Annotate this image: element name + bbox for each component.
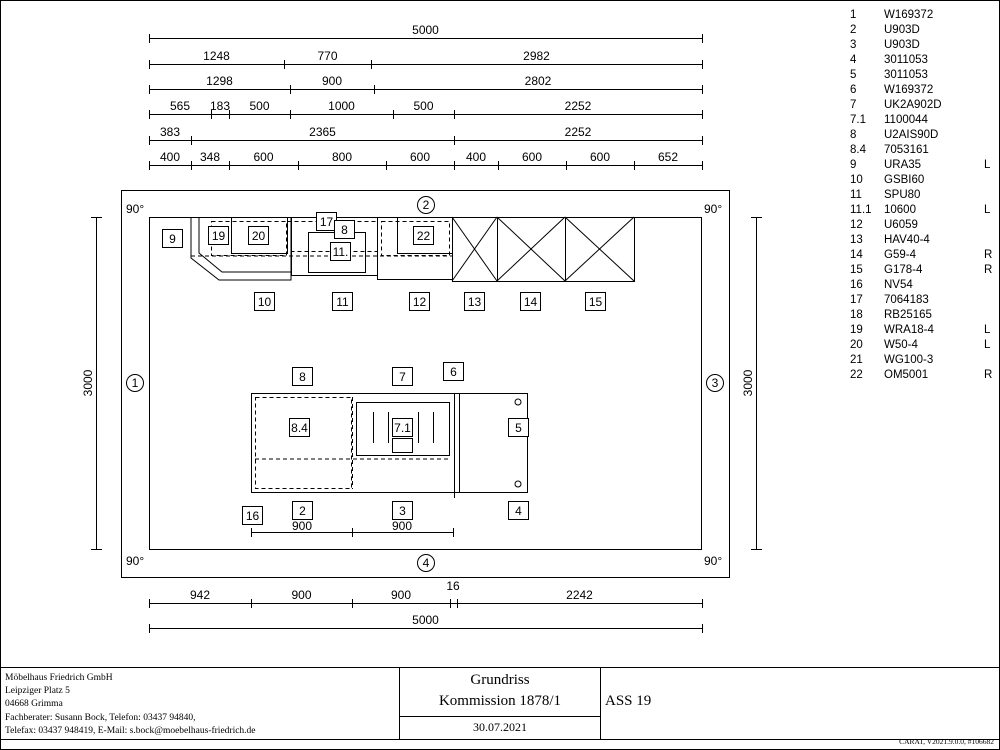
commission-number: Kommission 1878/1 — [438, 693, 562, 709]
dimension-value: 652 — [657, 150, 679, 164]
dimension-value: 770 — [317, 49, 338, 63]
item-tag-18 — [335, 221, 355, 239]
parts-code: WG100-3 — [884, 354, 934, 366]
parts-code: 3011053 — [884, 69, 928, 81]
parts-list-row — [848, 113, 998, 128]
item-tag-number: 11. — [332, 245, 349, 259]
parts-num: 7.1 — [850, 114, 866, 126]
drawing-title: Grundriss — [470, 672, 530, 688]
item-tag-19 — [209, 227, 229, 245]
dimension-labels — [160, 23, 678, 627]
parts-code: 1100044 — [884, 114, 928, 126]
parts-list-row — [848, 203, 998, 218]
dimension-value: 600 — [409, 150, 431, 164]
parts-num: 20 — [850, 339, 863, 351]
item-tag-13 — [465, 293, 485, 311]
item-tag-number: 3 — [399, 504, 406, 518]
parts-num: 6 — [850, 84, 857, 96]
parts-code: NV54 — [884, 279, 913, 291]
parts-list-row — [848, 143, 998, 158]
item-tags — [163, 213, 606, 525]
parts-list-row — [848, 278, 998, 293]
wall-label-top: 2 — [422, 198, 430, 212]
parts-num: 17 — [850, 294, 863, 306]
parts-list-row — [848, 128, 998, 143]
parts-code: WRA18-4 — [884, 324, 934, 336]
contact-line: Telefax: 03437 948419, E-Mail: s.bock@moebelhaus-friedrich.de — [5, 725, 256, 736]
item-tag-number: 15 — [588, 295, 603, 309]
island-dim-2: 900 — [391, 519, 413, 533]
dimension-value: 900 — [390, 588, 412, 602]
parts-list-row — [848, 248, 998, 263]
parts-list-row — [848, 323, 998, 338]
parts-code: UK2A902D — [884, 99, 942, 111]
room-outer-frame — [122, 191, 730, 578]
dimension-value: 1248 — [203, 49, 230, 63]
parts-code: GSBI60 — [884, 174, 925, 186]
parts-code: W169372 — [884, 84, 934, 96]
parts-code: SPU80 — [884, 189, 921, 201]
parts-code: G59-4 — [884, 249, 916, 261]
item-tag-6 — [444, 363, 464, 381]
dimension-value: 900 — [291, 588, 312, 602]
item-tag-number: 20 — [251, 229, 266, 243]
parts-num: 3 — [850, 39, 857, 51]
corner-angle-top-right: 90° — [704, 202, 723, 216]
parts-num: 9 — [850, 159, 857, 171]
corner-angle-bottom-left: 90° — [126, 554, 145, 568]
parts-code: RB25165 — [884, 309, 932, 321]
item-tag-number: 6 — [450, 365, 457, 379]
item-tag-number: 8.4 — [291, 421, 308, 435]
item-tag-16 — [243, 507, 263, 525]
parts-code: 3011053 — [884, 54, 928, 66]
parts-code: U903D — [884, 24, 920, 36]
item-tag-22 — [414, 227, 434, 245]
parts-list-row — [848, 173, 998, 188]
parts-code: U6059 — [884, 219, 918, 231]
parts-num: 2 — [850, 24, 857, 36]
parts-list-row — [848, 293, 998, 308]
parts-num: 12 — [850, 219, 863, 231]
parts-code: W169372 — [884, 9, 934, 21]
island-outline — [252, 394, 528, 493]
dimension-value: 183 — [209, 99, 231, 113]
island — [252, 393, 528, 498]
item-tag-number: 12 — [412, 295, 427, 309]
corner-cabinet-outline — [191, 217, 291, 280]
item-tag-number: 4 — [515, 504, 522, 518]
parts-list-row — [848, 308, 998, 323]
drawing-date: 30.07.2021 — [473, 720, 527, 734]
software-version: CARAT, V2021.9.0.0, #106682 — [899, 737, 994, 746]
dimension-value: 500 — [249, 99, 270, 113]
parts-code: 7053161 — [884, 144, 929, 156]
parts-num: 5 — [850, 69, 857, 81]
dimension-value: 1298 — [206, 74, 233, 88]
item-tag-number: 2 — [299, 504, 306, 518]
item-tag-8-4 — [290, 419, 310, 437]
item-tag-20 — [249, 227, 269, 245]
parts-num: 7 — [850, 99, 857, 111]
item-tag-number: 8 — [341, 223, 348, 237]
dimension-value: 16 — [446, 579, 460, 593]
dimension-value: 600 — [589, 150, 611, 164]
parts-code: U903D — [884, 39, 920, 51]
island-drawers-dashed — [256, 398, 352, 489]
corner-angle-top-left: 90° — [126, 202, 145, 216]
parts-list-row — [848, 38, 998, 53]
dealer-address-block — [5, 672, 256, 738]
parts-list-row — [848, 368, 998, 383]
plan-name: ASS 19 — [605, 693, 652, 709]
item-tag-7 — [393, 368, 413, 386]
parts-list-row — [848, 353, 998, 368]
parts-list-row — [848, 83, 998, 98]
parts-code: W50-4 — [884, 339, 918, 351]
hob-controls — [393, 439, 413, 453]
dimension-value: 1000 — [328, 99, 355, 113]
parts-list-row — [848, 158, 998, 173]
dimension-value: 2242 — [566, 588, 593, 602]
item-tag-number: 11 — [336, 295, 349, 309]
parts-side: R — [984, 369, 993, 381]
parts-side: L — [984, 339, 991, 351]
parts-list-row — [848, 68, 998, 83]
parts-num: 13 — [850, 234, 863, 246]
parts-num: 4 — [850, 54, 857, 66]
dimension-value: 2802 — [524, 74, 552, 88]
dimension-value: 2982 — [523, 49, 550, 63]
parts-list-row — [848, 8, 998, 23]
parts-code: 10600 — [884, 204, 916, 216]
item-tag-number: 22 — [416, 229, 431, 243]
item-tag-7-1 — [393, 419, 413, 437]
item-tag-11-1 — [331, 243, 351, 261]
item-tag-17 — [317, 213, 337, 231]
item-tag-3 — [393, 502, 413, 520]
item-tag-number: 13 — [467, 295, 482, 309]
item-tag-12 — [410, 293, 430, 311]
advisor-line: Fachberater: Susann Bock, Telefon: 03437 94840, — [5, 712, 196, 723]
parts-code: URA35 — [884, 159, 922, 171]
item-tag-15 — [586, 293, 606, 311]
item-tag-number: 19 — [211, 229, 226, 243]
corner-angle-bottom-right: 90° — [704, 554, 723, 568]
item-tag-9 — [163, 230, 183, 248]
dimension-value: 942 — [189, 588, 211, 602]
parts-list-row — [848, 263, 998, 278]
island-fixture-1 — [515, 399, 521, 405]
parts-num: 8 — [850, 129, 857, 141]
parts-list — [848, 8, 998, 383]
wall-label-right: 3 — [711, 376, 719, 390]
dimension-value: 600 — [521, 150, 543, 164]
parts-list-row — [848, 233, 998, 248]
parts-code: OM5001 — [884, 369, 929, 381]
item-tag-5 — [509, 419, 529, 437]
item-tag-14 — [521, 293, 541, 311]
parts-code: U2AIS90D — [884, 129, 939, 141]
parts-list-row — [848, 338, 998, 353]
parts-num: 22 — [850, 369, 863, 381]
item-tag-4 — [509, 502, 529, 520]
parts-side: L — [984, 324, 991, 336]
parts-num: 10 — [850, 174, 863, 186]
dimension-lines — [149, 34, 703, 633]
dimension-value: 400 — [465, 150, 487, 164]
parts-list-row — [848, 98, 998, 113]
item-tag-number: 14 — [523, 295, 538, 309]
item-tag-11 — [333, 293, 353, 311]
dimension-value: 5000 — [412, 23, 439, 37]
parts-side: R — [984, 264, 993, 276]
parts-num: 19 — [850, 324, 863, 336]
dimension-value: 2252 — [564, 99, 592, 113]
item-tag-number: 7 — [399, 370, 406, 384]
island-fixture-2 — [515, 481, 521, 487]
dimension-value: 500 — [413, 99, 434, 113]
parts-code: 7064183 — [884, 294, 929, 306]
parts-num: 16 — [850, 279, 863, 291]
dimension-value: 400 — [159, 150, 181, 164]
parts-code: G178-4 — [884, 264, 923, 276]
parts-num: 11.1 — [850, 204, 872, 216]
right-dimension-value: 3000 — [741, 369, 755, 397]
parts-list-row — [848, 23, 998, 38]
parts-num: 18 — [850, 309, 863, 321]
item-tag-2 — [293, 502, 313, 520]
parts-list-row — [848, 218, 998, 233]
parts-side: L — [984, 204, 991, 216]
dimension-value: 5000 — [412, 613, 439, 627]
parts-num: 1 — [850, 9, 857, 21]
dimension-value: 600 — [253, 150, 274, 164]
parts-code: HAV40-4 — [884, 234, 930, 246]
item-tag-number: 5 — [515, 421, 522, 435]
parts-side: R — [984, 249, 993, 261]
parts-num: 14 — [850, 249, 863, 261]
item-tag-number: 7.1 — [394, 421, 411, 435]
parts-num: 8.4 — [850, 144, 866, 156]
item-tag-number: 16 — [245, 509, 260, 523]
wall-label-bottom: 4 — [422, 556, 430, 570]
left-dimension-value: 3000 — [81, 369, 95, 397]
dimension-value: 900 — [321, 74, 343, 88]
item-tag-number: 8 — [299, 370, 306, 384]
dimension-value: 383 — [159, 125, 181, 139]
tall-cabinet-run — [453, 218, 635, 282]
item-tag-number: 17 — [319, 215, 334, 229]
parts-list-row — [848, 188, 998, 203]
item-tag-8 — [293, 368, 313, 386]
dimension-value: 2252 — [564, 125, 592, 139]
dimension-value: 348 — [199, 150, 221, 164]
dimension-value: 565 — [169, 99, 191, 113]
item-tag-number: 10 — [257, 295, 272, 309]
item-tag-number: 9 — [169, 232, 176, 246]
company-name: Möbelhaus Friedrich GmbH — [5, 673, 113, 683]
parts-num: 11 — [850, 189, 862, 201]
parts-side: L — [984, 159, 991, 171]
parts-num: 21 — [850, 354, 863, 366]
dimension-value: 800 — [331, 150, 353, 164]
dimension-value: 2365 — [309, 125, 336, 139]
company-street: Leipziger Platz 5 — [5, 686, 70, 697]
island-dim-1: 900 — [291, 519, 313, 533]
parts-num: 15 — [850, 264, 863, 276]
item-tag-10 — [255, 293, 275, 311]
wall-label-left: 1 — [131, 376, 139, 390]
parts-list-row — [848, 53, 998, 68]
company-city: 04668 Grimma — [5, 699, 63, 710]
